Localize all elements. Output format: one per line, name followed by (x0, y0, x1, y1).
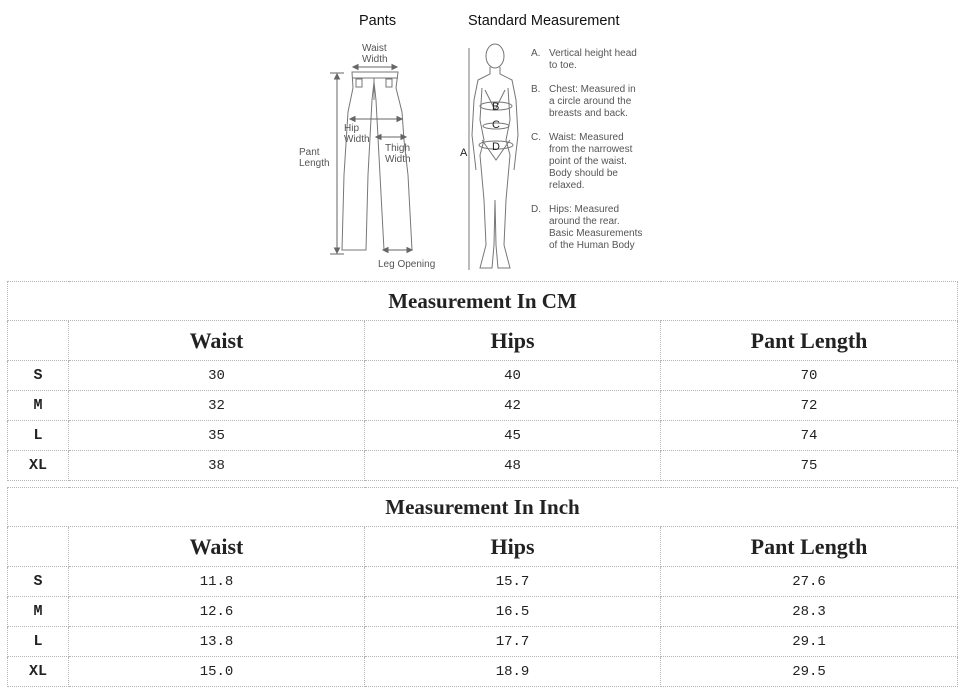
pant-length-value: 27.6 (661, 567, 958, 597)
pant-length-value: 74 (661, 421, 958, 451)
note-d-line: of the Human Body (549, 240, 635, 251)
hips-value: 16.5 (365, 597, 661, 627)
waist-value: 15.0 (69, 657, 365, 687)
size-label: M (8, 391, 69, 421)
hips-value: 40 (365, 361, 661, 391)
pant-length-label-2: Length (299, 158, 330, 169)
pant-length-value: 28.3 (661, 597, 958, 627)
waist-value: 11.8 (69, 567, 365, 597)
note-c-line: from the narrowest (549, 144, 633, 155)
hips-value: 48 (365, 451, 661, 481)
table-row (8, 451, 958, 481)
table-title: Measurement In CM (8, 282, 958, 321)
note-c-line: Body should be (549, 168, 618, 179)
cm-size-table (7, 281, 958, 481)
body-figure (472, 44, 518, 268)
note-c-line: point of the waist. (549, 156, 627, 167)
note-a (531, 48, 637, 71)
corner-cell (8, 321, 69, 361)
note-d-letter: D. (531, 204, 541, 215)
hips-value: 45 (365, 421, 661, 451)
table-row (8, 567, 958, 597)
marker-b: B (492, 101, 500, 113)
pants-heading: Pants (359, 13, 397, 29)
table-row (8, 361, 958, 391)
waist-value: 12.6 (69, 597, 365, 627)
measurement-diagram (0, 0, 962, 280)
hip-width-label-2: Width (344, 134, 370, 145)
note-b-line: Chest: Measured in (549, 84, 636, 95)
header-waist: Waist (69, 321, 365, 361)
note-b-line: a circle around the (549, 96, 632, 107)
table-row (8, 391, 958, 421)
thigh-width-label: Thigh (385, 143, 411, 154)
pant-length-value: 29.5 (661, 657, 958, 687)
size-label: S (8, 567, 69, 597)
leg-opening-label: Leg Opening (378, 259, 436, 270)
size-label: M (8, 597, 69, 627)
note-b-letter: B. (531, 84, 541, 95)
header-hips: Hips (365, 527, 661, 567)
note-d-line: around the rear. (549, 216, 620, 227)
table-title: Measurement In Inch (8, 488, 958, 527)
table-row (8, 597, 958, 627)
note-b (531, 84, 636, 119)
note-a-line: to toe. (549, 60, 577, 71)
note-d (531, 204, 642, 251)
hip-width-label: Hip (344, 123, 360, 134)
header-pant-length: Pant Length (661, 321, 958, 361)
diagram-svg (0, 0, 962, 280)
note-c-line: Waist: Measured (549, 132, 624, 143)
size-label: S (8, 361, 69, 391)
header-pant-length: Pant Length (661, 527, 958, 567)
pant-length-value: 29.1 (661, 627, 958, 657)
marker-a: A (460, 147, 468, 159)
note-d-line: Basic Measurements (549, 228, 643, 239)
pant-length-value: 70 (661, 361, 958, 391)
note-b-line: breasts and back. (549, 108, 628, 119)
table-row (8, 657, 958, 687)
corner-cell (8, 527, 69, 567)
note-a-line: Vertical height head (549, 48, 637, 59)
note-d-line: Hips: Measured (549, 204, 620, 215)
inch-size-table (7, 487, 958, 687)
note-c (531, 132, 633, 191)
header-waist: Waist (69, 527, 365, 567)
waist-value: 38 (69, 451, 365, 481)
hips-value: 17.7 (365, 627, 661, 657)
waist-width-label-2: Width (362, 54, 388, 65)
note-c-letter: C. (531, 132, 541, 143)
waist-value: 13.8 (69, 627, 365, 657)
size-label: XL (8, 657, 69, 687)
marker-c: C (492, 119, 500, 131)
hips-value: 18.9 (365, 657, 661, 687)
size-label: XL (8, 451, 69, 481)
waist-value: 35 (69, 421, 365, 451)
waist-width-label: Waist (362, 43, 387, 54)
header-hips: Hips (365, 321, 661, 361)
hips-value: 42 (365, 391, 661, 421)
standard-measurement-heading: Standard Measurement (468, 13, 620, 29)
size-label: L (8, 627, 69, 657)
pant-length-value: 75 (661, 451, 958, 481)
size-label: L (8, 421, 69, 451)
thigh-width-label-2: Width (385, 154, 411, 165)
pant-length-value: 72 (661, 391, 958, 421)
table-row (8, 421, 958, 451)
table-row (8, 627, 958, 657)
note-c-line: relaxed. (549, 180, 585, 191)
waist-value: 32 (69, 391, 365, 421)
waist-value: 30 (69, 361, 365, 391)
hips-value: 15.7 (365, 567, 661, 597)
note-a-letter: A. (531, 48, 541, 59)
pant-length-label: Pant (299, 147, 320, 158)
marker-d: D (492, 141, 500, 153)
